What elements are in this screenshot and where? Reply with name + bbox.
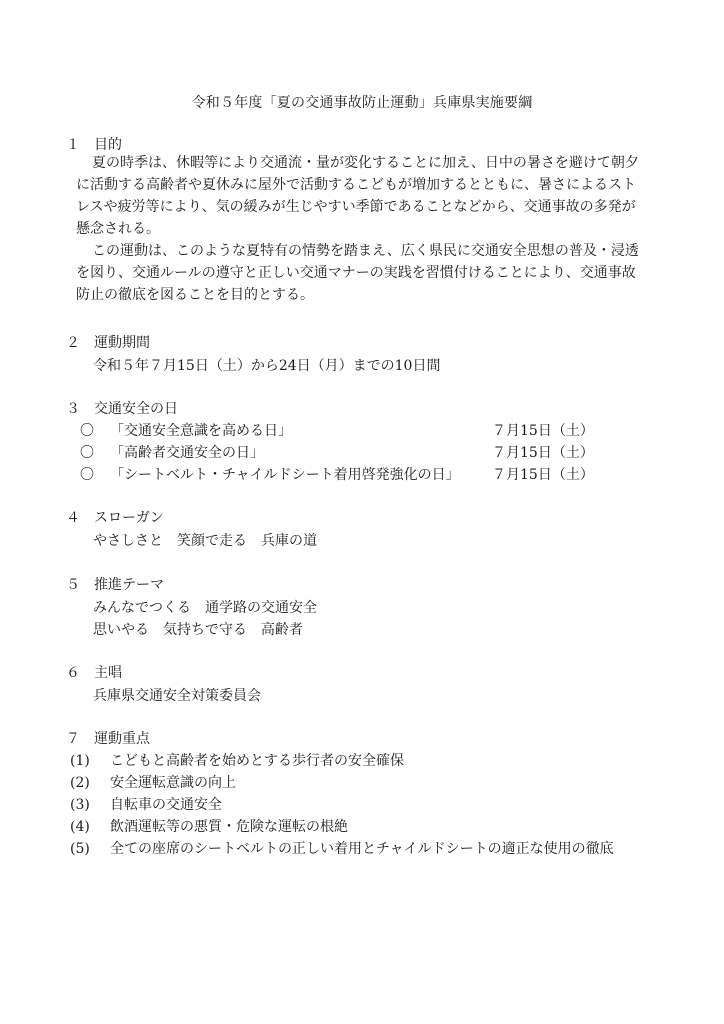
section-title: 目的: [94, 137, 122, 153]
safety-day-label: 「シートベルト・チャイルドシート着用啓発強化の日」: [110, 467, 460, 483]
safety-day-label: 「交通安全意識を高める日」: [110, 423, 292, 439]
sponsor-text: 兵庫県交通安全対策委員会: [93, 688, 261, 704]
safety-day-date: ７月15日（土）: [492, 445, 594, 461]
priority-text: 全ての座席のシートベルトの正しい着用とチャイルドシートの適正な使用の徹底: [110, 841, 614, 857]
section-heading-theme: [66, 574, 164, 594]
slogan-text: やさしさと 笑顔で走る 兵庫の道: [93, 533, 317, 549]
section-number: ３: [66, 401, 80, 417]
paragraph-line: レスや疲労等により、気の緩みが生じやすい季節であることなどから、交通事故の多発が: [76, 199, 636, 215]
safety-day-date: ７月15日（土）: [492, 467, 594, 483]
section-number: ５: [66, 577, 80, 593]
section-number: ６: [66, 665, 80, 681]
safety-day-date: ７月15日（土）: [492, 423, 594, 439]
paragraph-line: に活動する高齢者や夏休みに屋外で活動するこどもが増加するとともに、暑さによるスト: [76, 177, 636, 193]
section-heading-slogan: [66, 507, 164, 527]
paragraph-line: この運動は、このような夏特有の情勢を踏まえ、広く県民に交通安全思想の普及・浸透: [92, 243, 639, 259]
safety-day-label: 「高齢者交通安全の日」: [110, 445, 264, 461]
section-number: ７: [66, 731, 80, 747]
document-title: 令和５年度「夏の交通事故防止運動」兵庫県実施要綱: [191, 95, 533, 111]
circle-bullet: 〇: [80, 445, 94, 461]
priority-item: [70, 816, 348, 836]
priority-item: [70, 772, 236, 792]
priority-item: [70, 750, 404, 770]
theme-line: みんなでつくる 通学路の交通安全: [93, 600, 317, 616]
paragraph-line: 懸念される。: [76, 221, 160, 237]
circle-bullet: 〇: [80, 423, 94, 439]
paragraph-line: を図り、交通ルールの遵守と正しい交通マナーの実践を習慣付けることにより、交通事故: [76, 265, 636, 281]
priority-number: (1): [70, 753, 90, 769]
priority-item: [70, 794, 222, 814]
section-title: スローガン: [94, 510, 164, 526]
safety-day-row: [80, 464, 600, 484]
safety-day-row: [80, 420, 600, 440]
purpose-paragraph: [76, 152, 656, 306]
priority-text: こどもと高齢者を始めとする歩行者の安全確保: [110, 753, 404, 769]
section-heading-period: [66, 332, 150, 352]
priority-number: (3): [70, 797, 90, 813]
priority-number: (4): [70, 819, 90, 835]
paragraph-line: 夏の時季は、休暇等により交通流・量が変化することに加え、日中の暑さを避けて朝夕: [92, 155, 639, 171]
section-heading-sponsor: [66, 662, 122, 682]
section-number: ２: [66, 335, 80, 351]
section-heading-safety-days: [66, 398, 178, 418]
section-title: 交通安全の日: [94, 401, 178, 417]
paragraph-line: 防止の徹底を図ることを目的とする。: [76, 287, 314, 303]
section-heading-priorities: [66, 728, 150, 748]
section-heading-purpose: [66, 134, 122, 154]
priority-number: (5): [70, 841, 90, 857]
section-number: ４: [66, 510, 80, 526]
section-title: 推進テーマ: [94, 577, 164, 593]
priority-item: [70, 838, 614, 858]
priority-text: 飲酒運転等の悪質・危険な運転の根絶: [110, 819, 348, 835]
theme-line: 思いやる 気持ちで守る 高齢者: [93, 622, 303, 638]
priority-text: 安全運転意識の向上: [110, 775, 236, 791]
priority-number: (2): [70, 775, 90, 791]
period-text: 令和５年７月15日（土）から24日（月）までの10日間: [93, 358, 441, 374]
safety-day-row: [80, 442, 600, 462]
circle-bullet: 〇: [80, 467, 94, 483]
section-title: 運動期間: [94, 335, 150, 351]
section-title: 主唱: [94, 665, 122, 681]
priority-text: 自転車の交通安全: [110, 797, 222, 813]
section-number: １: [66, 137, 80, 153]
section-title: 運動重点: [94, 731, 150, 747]
